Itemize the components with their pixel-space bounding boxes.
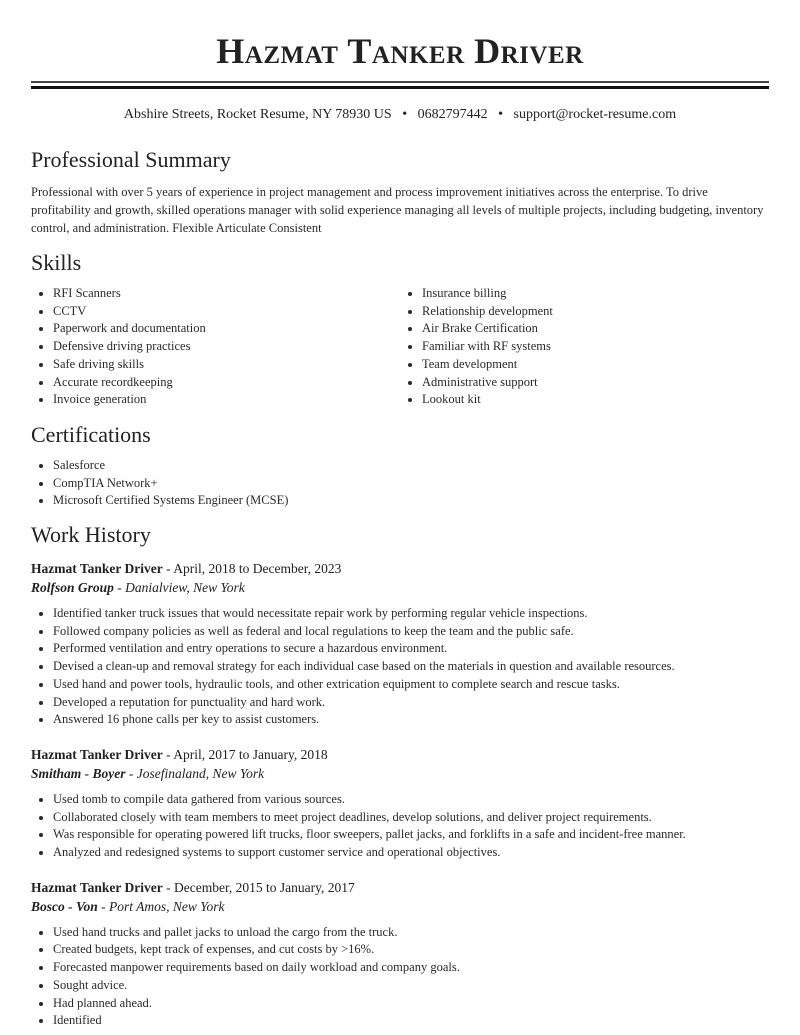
skill-item: • Relationship development [422,303,769,321]
job-bullet: • Used tomb to compile data gathered from various sources. [53,791,769,809]
contact-line [31,106,769,124]
job-bullet: • Created budgets, kept track of expenses, and cut costs by >16%. [53,941,769,959]
job-bullet: • Forecasted manpower requirements based on daily workload and company goals. [53,959,769,977]
certification-item: • Salesforce [53,457,769,475]
job-bullet: • Sought advice. [53,977,769,995]
job-company: Bosco - Von [31,898,98,914]
job-company: Smitham - Boyer [31,765,126,781]
job-bullet: • Had planned ahead. [53,995,769,1013]
job-title: Hazmat Tanker Driver [31,561,163,577]
job-company-line: Bosco - Von - Port Amos, New York [31,898,225,914]
contact-phone: 0682797442 [417,107,488,122]
job-title-line: Hazmat Tanker Driver - April, 2017 to January, 2018 [31,746,328,762]
skill-item: • CCTV [53,303,400,321]
contact-address: Abshire Streets, Rocket Resume, NY 78930 US [123,107,392,122]
job-bullet: • Identified tanker truck issues that would necessitate repair work by performing regular vehicle inspections. [53,605,769,623]
job-bullets [31,605,769,729]
job-bullet: • Developed a reputation for punctuality and hard work. [53,694,769,712]
job-location: Port Amos, New York [109,898,225,914]
skill-item: • Lookout kit [422,391,769,409]
section-heading-certifications: Certifications [31,421,151,447]
job-bullet: • Collaborated closely with team members to meet project deadlines, develop solutions, and deliver project requirements. [53,809,769,827]
job-location: Danialview, New York [125,580,245,596]
job-bullet: • Devised a clean-up and removal strategy for each individual case based on the materials in question and available resources. [53,658,769,676]
skill-item: • Team development [422,356,769,374]
certification-item: • CompTIA Network+ [53,475,769,493]
summary-text: Professional with over 5 years of experience in project management and process improvement initiatives across the enterprise. To drive profitability and growth, skilled operations manager with solid experience managing all levels of multiple projects, including budgeting, inventory control, and administration. Flexible Articulate Consistent [31,185,764,235]
header-divider-thick [31,86,769,89]
skill-item: • Insurance billing [422,285,769,303]
job-title-line: Hazmat Tanker Driver - April, 2018 to December, 2023 [31,561,342,577]
job-bullet: • Identified [53,1012,769,1030]
job-title: Hazmat Tanker Driver [31,879,163,895]
section-heading-work-history: Work History [31,522,151,548]
job-company-line: Smitham - Boyer - Josefinaland, New York [31,765,265,781]
skill-item: • Air Brake Certification [422,320,769,338]
contact-email: support@rocket-resume.com [513,107,677,122]
header-divider-thin [31,81,769,83]
job-entry [31,878,769,1030]
certification-item: • Microsoft Certified Systems Engineer (MCSE) [53,492,769,510]
skill-item: • RFI Scanners [53,285,400,303]
job-dates: December, 2015 to January, 2017 [174,879,355,895]
job-bullets [31,924,769,1030]
skill-item: • Administrative support [422,374,769,392]
job-dates: April, 2018 to December, 2023 [173,561,342,577]
job-bullet: • Followed company policies as well as federal and local regulations to keep the team and the public safe. [53,623,769,641]
bullet-separator: • [402,107,408,122]
skills-column-right [400,285,769,409]
job-bullet: • Was responsible for operating powered lift trucks, floor sweepers, pallet jacks, and forklifts in a safe and incident-free manner. [53,826,769,844]
job-location: Josefinaland, New York [136,765,265,781]
job-bullet: • Analyzed and redesigned systems to support customer service and operational objectives. [53,844,769,862]
job-entry [31,745,769,862]
certifications-list [31,457,769,510]
skill-item: • Familiar with RF systems [422,338,769,356]
job-entry [31,559,769,729]
skill-item: • Defensive driving practices [53,338,400,356]
job-company: Rolfson Group [31,580,114,596]
skill-item: • Paperwork and documentation [53,320,400,338]
skills-column-left [31,285,400,409]
skill-item: • Invoice generation [53,391,400,409]
bullet-separator: • [498,107,504,122]
job-company-line: Rolfson Group - Danialview, New York [31,580,245,596]
skill-item: • Safe driving skills [53,356,400,374]
resume-name: Hazmat Tanker Driver [216,31,584,71]
job-title-line: Hazmat Tanker Driver - December, 2015 to January, 2017 [31,879,355,895]
job-bullet: • Answered 16 phone calls per key to assist customers. [53,711,769,729]
job-title: Hazmat Tanker Driver [31,746,163,762]
section-heading-skills: Skills [31,250,82,275]
skills-list [31,285,769,409]
section-heading-summary: Professional Summary [31,147,231,172]
job-bullets [31,791,769,862]
job-bullet: • Used hand and power tools, hydraulic tools, and other extrication equipment to complete search and rescue tasks. [53,676,769,694]
job-bullet: • Performed ventilation and entry operations to secure a hazardous environment. [53,640,769,658]
skill-item: • Accurate recordkeeping [53,374,400,392]
job-bullet: • Used hand trucks and pallet jacks to unload the cargo from the truck. [53,924,769,942]
job-dates: April, 2017 to January, 2018 [173,746,328,762]
